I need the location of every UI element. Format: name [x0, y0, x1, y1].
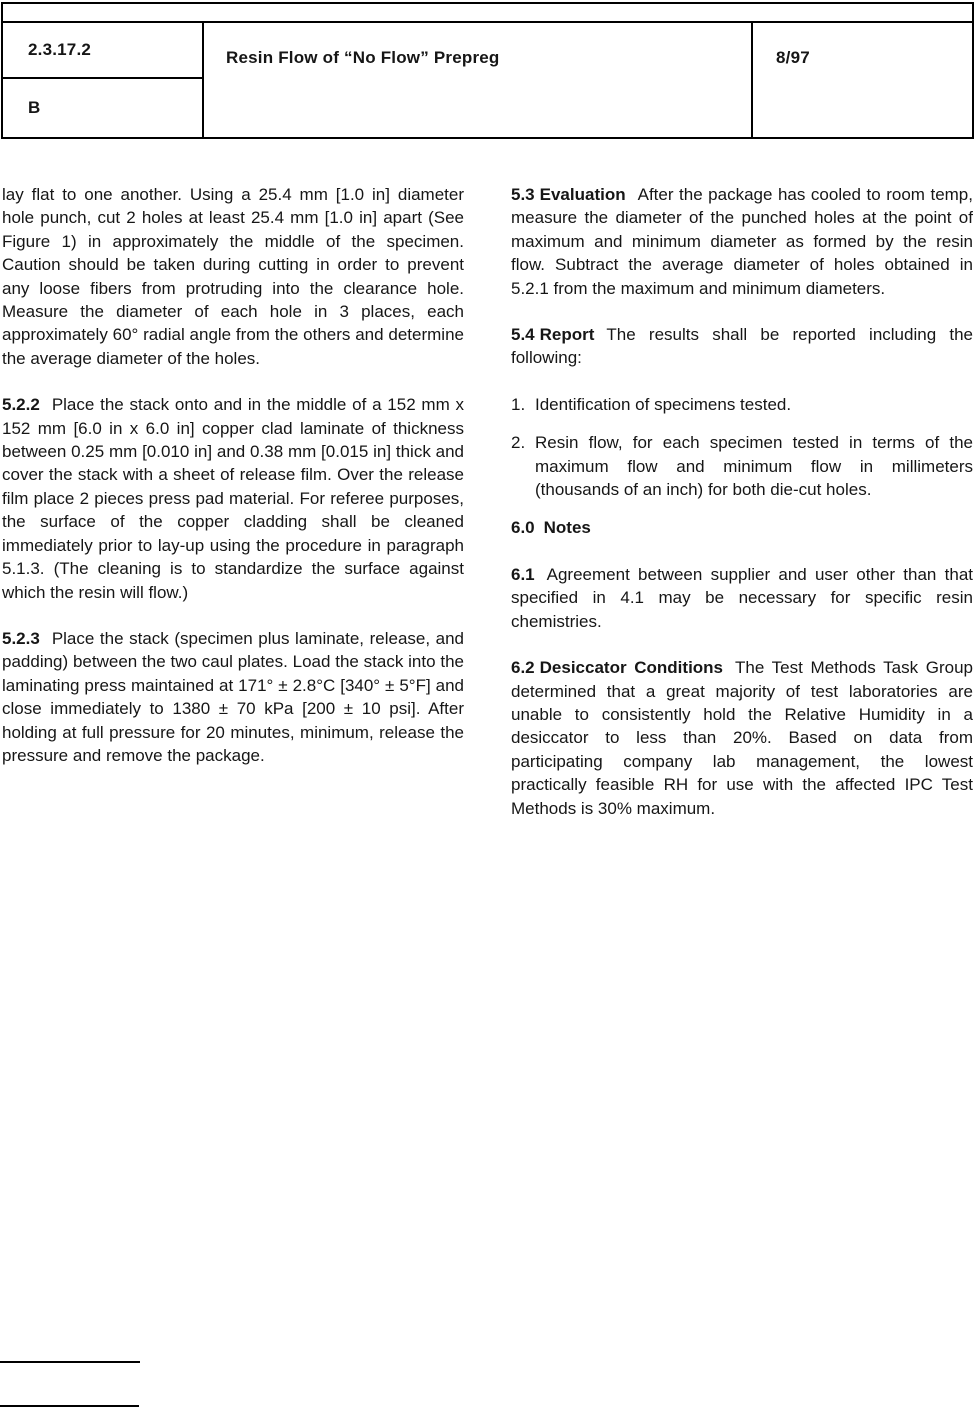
paragraph-intro-continuation	[2, 183, 464, 370]
section-text: The results shall be reported including the following:	[511, 325, 973, 368]
section-5-4	[511, 323, 973, 370]
section-text: Agreement between supplier and user other than that specified in 4.1 may be necessary for specific resin chemistries.	[511, 564, 973, 631]
header-blank-row	[3, 4, 972, 23]
footnote-rule-top	[0, 1361, 140, 1363]
revision-letter: B	[28, 98, 41, 117]
list-item	[511, 393, 973, 416]
section-5-2-3	[2, 627, 464, 767]
list-marker: 2.	[511, 433, 526, 453]
section-number: 6.1	[511, 564, 535, 584]
section-number: 5.2.2	[2, 395, 40, 415]
section-heading	[511, 658, 723, 677]
section-text: Place the stack onto and in the middle of a 152 mm x 152 mm [6.0 in x 6.0 in] copper clad laminate of thickness between 0.25 mm [0.010 in] and 0.38 mm [0.015 in] thick and cover the stack with a sheet of release film. Over the release film place 2 pieces press pad material. For referee purposes, the surface of the copper cladding shall be cleaned immediately prior to lay-up using the procedure in paragraph 5.1.3. (The cleaning is to standardize the surface against which the resin will flow.)	[2, 395, 464, 602]
section-heading	[511, 325, 594, 344]
list-item-text: Identification of specimens tested.	[535, 394, 792, 414]
section-6-2	[511, 656, 973, 820]
list-item	[511, 431, 973, 501]
list-marker: 1.	[511, 394, 526, 414]
document-title: Resin Flow of “No Flow” Prepreg	[226, 48, 500, 67]
section-number: 6.2	[511, 658, 535, 678]
title-cell	[204, 23, 751, 137]
report-list	[511, 393, 973, 502]
document-date: 8/97	[776, 48, 810, 67]
date-cell	[751, 23, 972, 137]
section-text: Place the stack (specimen plus laminate, release, and padding) between the two caul plates. Load the stack into the laminating press maintained at 171° ± 2.8°C [340° ± 5°F] and close immediately to 1380 ± 70 kPa [200 ± 10 psi]. After holding at full pressure for 20 minutes, minimum, release the pressure and remove the package.	[2, 628, 464, 765]
intro-text: lay flat to one another. Using a 25.4 mm [1.0 in] diameter hole punch, cut 2 holes at least 25.4 mm [1.0 in] apart (See Figure 1) in approximately the middle of the specimen. Caution should be taken during cutting in order to prevent any loose fibers from protruding into the clearance hole. Measure the diameter of each hole in 3 places, each approximately 60° radial angle from the others and determine the average diameter of the holes.	[2, 185, 464, 368]
list-item-text: Resin flow, for each specimen tested in terms of the maximum flow and minimum flow in millimeters (thousands of an inch) for both die-cut holes.	[535, 433, 973, 500]
section-5-2-2	[2, 393, 464, 604]
section-5-3	[511, 183, 973, 300]
header-left-cells	[3, 23, 204, 137]
doc-number: 2.3.17.2	[28, 40, 92, 59]
left-column	[2, 183, 464, 790]
right-column	[511, 183, 973, 843]
section-label: Desiccator Conditions	[539, 658, 724, 678]
header-table	[1, 2, 974, 139]
section-6-1	[511, 563, 973, 633]
header-main-row	[3, 23, 972, 137]
section-label: Evaluation	[539, 185, 626, 204]
section-number: 5.4	[511, 325, 535, 345]
section-heading	[511, 185, 626, 204]
section-number: 6.0	[511, 518, 535, 538]
section-text: The Test Methods Task Group determined that a great majority of test laboratories are unable to consistently hold the Relative Humidity in a desiccator to less than 20%. Based on data from participating company lab management, the lowest practically feasible RH for use with the affected IPC Test Methods is 30% maximum.	[511, 658, 973, 818]
section-label: Report	[539, 325, 595, 345]
footnote-rule-bottom	[0, 1405, 139, 1407]
notes-heading	[511, 516, 973, 539]
section-label: Notes	[543, 518, 591, 538]
section-number: 5.2.3	[2, 628, 40, 648]
doc-number-cell	[3, 23, 202, 79]
section-number: 5.3	[511, 185, 535, 204]
section-text: After the package has cooled to room temp, measure the diameter of the punched holes at the point of maximum and minimum diameter as formed by the resin flow. Subtract the average diameter of holes obtained in 5.2.1 from the maximum and minimum diameters.	[511, 185, 973, 298]
revision-cell	[3, 79, 202, 137]
